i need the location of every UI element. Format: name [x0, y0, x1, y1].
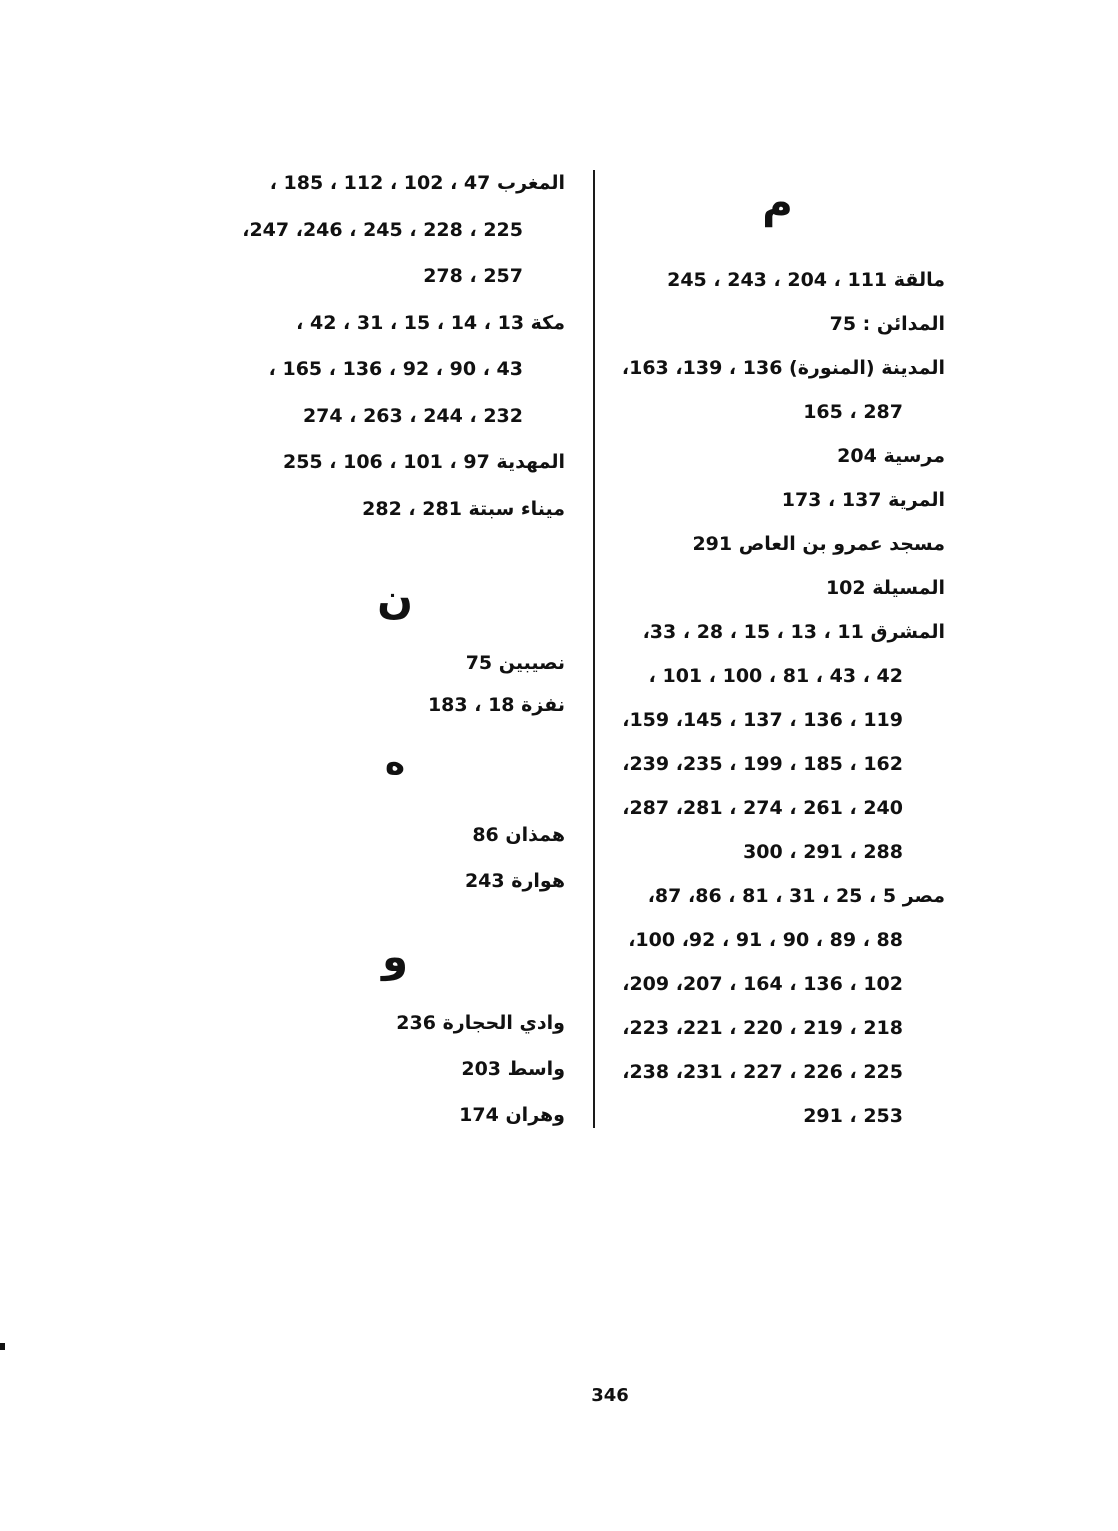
section-letter-nun: ن [377, 574, 413, 623]
index-entry-madina: المدينة (المنورة) 136 ، 139، 163، [621, 357, 945, 379]
index-entry-nusaybin: نصيبين 75 [465, 652, 565, 674]
index-entry-madain: المدائن : 75 [829, 313, 945, 335]
section-letter-mim: م [762, 178, 793, 227]
index-entry-maghrib-cont-2: 257 ، 278 [423, 265, 523, 287]
section-letter-ha: ه [384, 743, 406, 783]
index-entry-wasit: واسط 203 [461, 1058, 565, 1080]
index-entry-mashriq-cont-4: 240 ، 261 ، 274 ، 281، 287، [622, 797, 903, 819]
index-entry-misr-cont-1: 88 ، 89 ، 90 ، 91 ، 92، 100، [628, 929, 903, 951]
index-entry-makka-cont-1: 43 ، 90 ، 92 ، 136 ، 165 ، [268, 358, 523, 380]
index-entry-makka: مكة 13 ، 14 ، 15 ، 31 ، 42 ، [296, 311, 565, 334]
index-entry-mahdiya: المهدية 97 ، 101 ، 106 ، 255 [282, 451, 565, 473]
index-entry-nafza: نفزة 18 ، 183 [427, 694, 565, 716]
index-entry-misr-cont-3: 218 ، 219 ، 220 ، 221، 223، [622, 1017, 903, 1039]
index-entry-hamadan: همذان 86 [472, 824, 565, 846]
index-entry-maghrib-cont-1: 225 ، 228 ، 245 ، 246، 247، [242, 218, 523, 241]
index-entry-mashriq-cont-1: 42 ، 43 ، 81 ، 100 ، 101 ، [648, 665, 903, 687]
index-entry-makka-cont-2: 232 ، 244 ، 263 ، 274 [302, 404, 523, 427]
index-entry-misr: مصر 5 ، 25 ، 31 ، 81 ، 86، 87، [647, 885, 945, 907]
index-entry-maghrib: المغرب 47 ، 102 ، 112 ، 185 ، [269, 172, 565, 194]
index-entry-mashriq: المشرق 11 ، 13 ، 15 ، 28 ، 33، [642, 621, 945, 643]
index-entry-mashriq-cont-3: 162 ، 185 ، 199 ، 235، 239، [622, 753, 903, 775]
column-divider [593, 170, 595, 1128]
index-entry-mashriq-cont-2: 119 ، 136 ، 137 ، 145، 159، [622, 709, 903, 731]
index-entry-masila: المسيلة 102 [825, 577, 945, 599]
scan-mark [0, 1343, 5, 1350]
index-entry-hawwara: هوارة 243 [464, 870, 565, 892]
index-entry-amr-mosque: مسجد عمرو بن العاص 291 [692, 533, 945, 555]
section-letter-waw: و [381, 932, 409, 981]
index-column-left [225, 160, 565, 1138]
index-entry-wahran: وهران 174 [459, 1104, 565, 1126]
index-entry-ceuta-port: ميناء سبتة 281 ، 282 [362, 497, 565, 520]
index-entry-madina-cont: 287 ، 165 [803, 401, 903, 423]
index-entry-mashriq-cont-5: 288 ، 291 ، 300 [743, 841, 903, 863]
index-entry-wadi-alhijara: وادي الحجارة 236 [396, 1012, 565, 1034]
index-entry-malaga: مالقة 111 ، 204 ، 243 ، 245 [667, 269, 945, 291]
page-number: 346 [591, 1385, 629, 1406]
index-entry-misr-cont-5: 253 ، 291 [803, 1105, 903, 1127]
index-entry-almeria: المرية 137 ، 173 [781, 489, 945, 511]
index-entry-murcia: مرسية 204 [837, 445, 945, 467]
index-entry-misr-cont-2: 102 ، 136 ، 164 ، 207، 209، [622, 973, 903, 995]
index-column-right [600, 168, 945, 1138]
index-entry-misr-cont-4: 225 ، 226 ، 227 ، 231، 238، [622, 1061, 903, 1083]
